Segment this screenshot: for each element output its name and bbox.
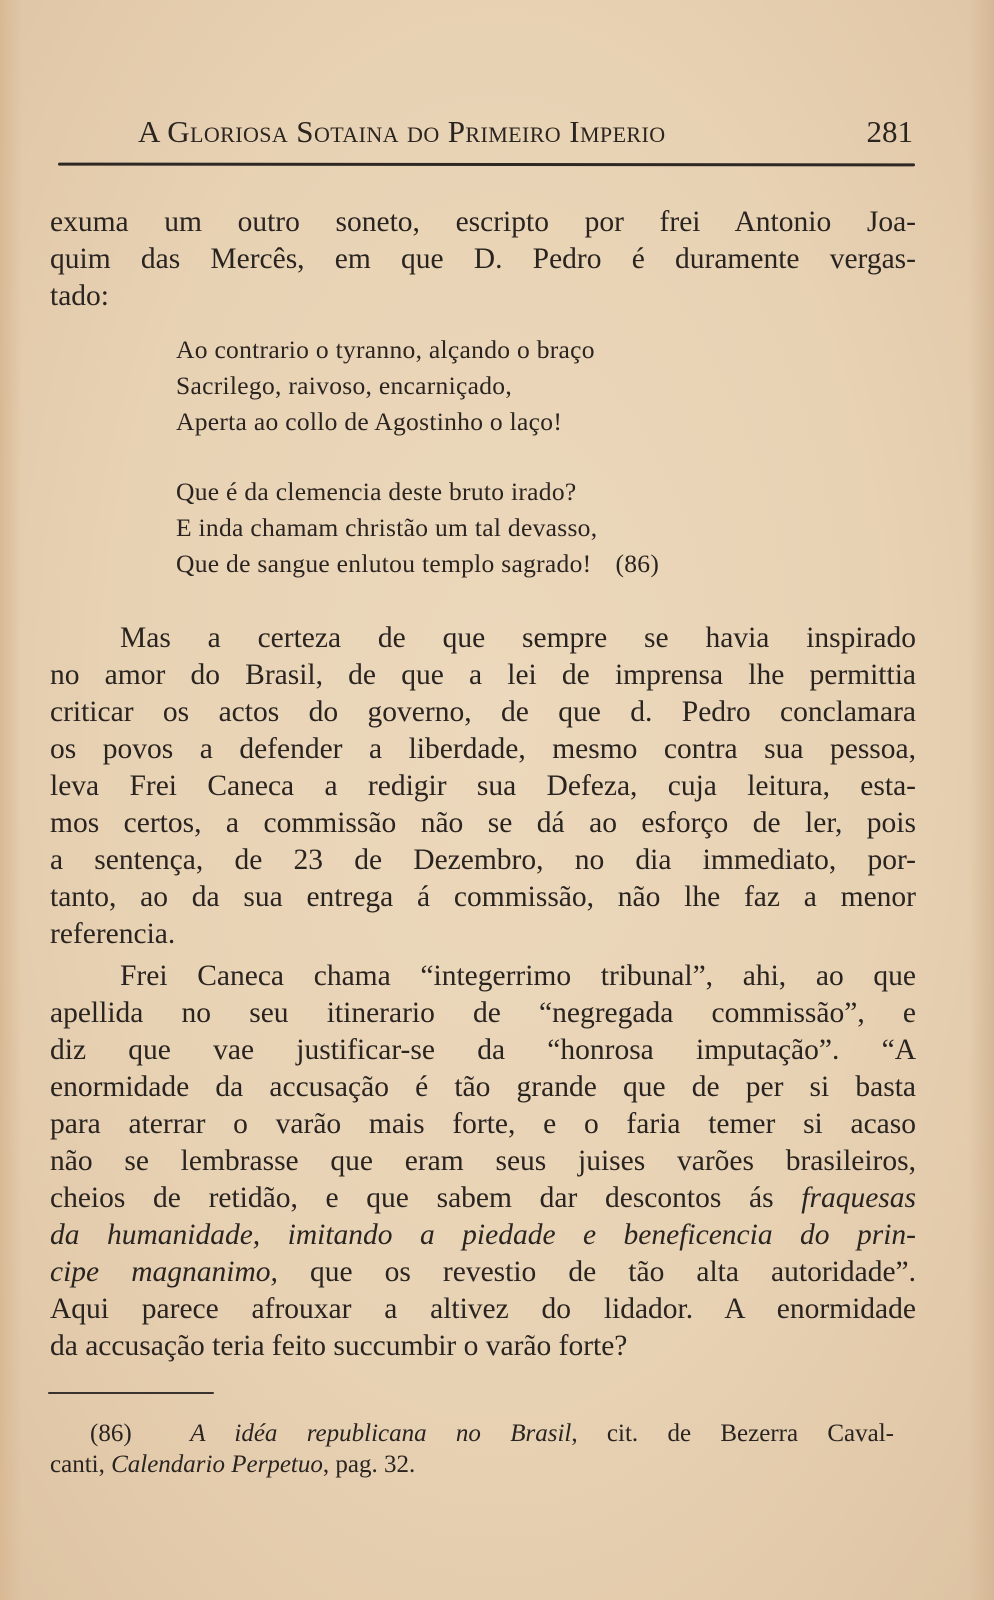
verse-line: Que é da clemencia deste bruto irado? <box>176 477 577 506</box>
verse-line: Sacrilego, raivoso, encarniçado, <box>176 371 513 400</box>
text-line: mos certos, a commissão não se dá ao esforço de ler, pois <box>50 807 916 839</box>
text-line: diz que vae justificar-se da “honrosa imputação”. “A <box>50 1034 916 1066</box>
page-header <box>138 114 913 158</box>
footnote-text: , pag. 32. <box>322 1451 416 1478</box>
footnote-text: canti, <box>50 1451 112 1478</box>
poem-stanza-2 <box>176 474 659 582</box>
text-line: Frei Caneca chama “integerrimo tribunal”, ahi, ao que <box>120 960 916 992</box>
verse-line: E inda chamam christão um tal devasso, <box>176 513 598 542</box>
running-title: A Gloriosa Sotaina do Primeiro Imperio <box>138 114 666 149</box>
poem-stanza-1 <box>176 332 595 440</box>
text-line: para aterrar o varão mais forte, e o faria temer si acaso <box>50 1108 916 1140</box>
paragraph-1 <box>50 204 916 315</box>
text-line: Mas a certeza de que sempre se havia inspirado <box>120 622 916 654</box>
text-line <box>50 1254 916 1291</box>
footnote-text: , cit. de Bezerra Caval- <box>571 1420 895 1447</box>
footnote-number: (86) <box>90 1420 132 1447</box>
page-number: 281 <box>866 114 913 149</box>
footnote-title: A idéa republicana no Brasil <box>190 1420 572 1447</box>
text-line: tado: <box>50 280 109 312</box>
text-line <box>50 1217 916 1254</box>
footnote-reference[interactable]: (86) <box>615 549 660 578</box>
italic-quote: da humanidade, imitando a piedade e beneficencia do prin- <box>50 1219 916 1251</box>
header-rule <box>58 163 915 167</box>
text-line: da accusação teria feito succumbir o varão forte? <box>50 1330 628 1362</box>
footnote-line <box>50 1449 894 1480</box>
text-line: a sentença, de 23 de Dezembro, no dia immediato, por- <box>50 844 916 876</box>
text-line <box>50 1180 916 1217</box>
text-line: exuma um outro soneto, escripto por frei Antonio Joa- <box>50 206 916 238</box>
verse-line: Aperta ao collo de Agostinho o laço! <box>176 407 563 436</box>
text-line: no amor do Brasil, de que a lei de imprensa lhe permittia <box>50 659 916 691</box>
text-line: os povos a defender a liberdade, mesmo contra sua pessoa, <box>50 733 916 765</box>
paragraph-2 <box>50 620 916 953</box>
verse-line <box>176 546 659 582</box>
text-line: tanto, ao da sua entrega á commissão, não lhe faz a menor <box>50 881 916 913</box>
italic-quote: fraquesas <box>801 1182 916 1214</box>
text-line: não se lembrasse que eram seus juises varões brasileiros, <box>50 1145 916 1177</box>
verse-text: Que de sangue enlutou templo sagrado! <box>176 549 592 578</box>
text-run: que os revestio de tão alta autoridade”. <box>277 1256 917 1288</box>
text-run: cheios de retidão, e que sabem dar descontos ás <box>50 1182 802 1214</box>
footnote-rule <box>48 1392 214 1394</box>
footnote-title: Calendario Perpetuo <box>111 1451 323 1478</box>
text-line: criticar os actos do governo, de que d. Pedro conclamara <box>50 696 916 728</box>
footnote-line <box>50 1418 894 1449</box>
text-line: apellida no seu itinerario de “negregada commissão”, e <box>50 997 916 1029</box>
text-line: enormidade da accusação é tão grande que de per si basta <box>50 1071 916 1103</box>
italic-quote: cipe magnanimo, <box>50 1256 278 1288</box>
text-line: referencia. <box>50 918 176 950</box>
text-line: Aqui parece afrouxar a altivez do lidador. A enormidade <box>50 1293 916 1325</box>
footnote <box>50 1418 894 1480</box>
paragraph-3 <box>50 958 916 1365</box>
verse-line: Ao contrario o tyranno, alçando o braço <box>176 335 595 364</box>
text-line: leva Frei Caneca a redigir sua Defeza, cuja leitura, esta- <box>50 770 916 802</box>
text-line: quim das Mercês, em que D. Pedro é duramente vergas- <box>50 243 916 275</box>
